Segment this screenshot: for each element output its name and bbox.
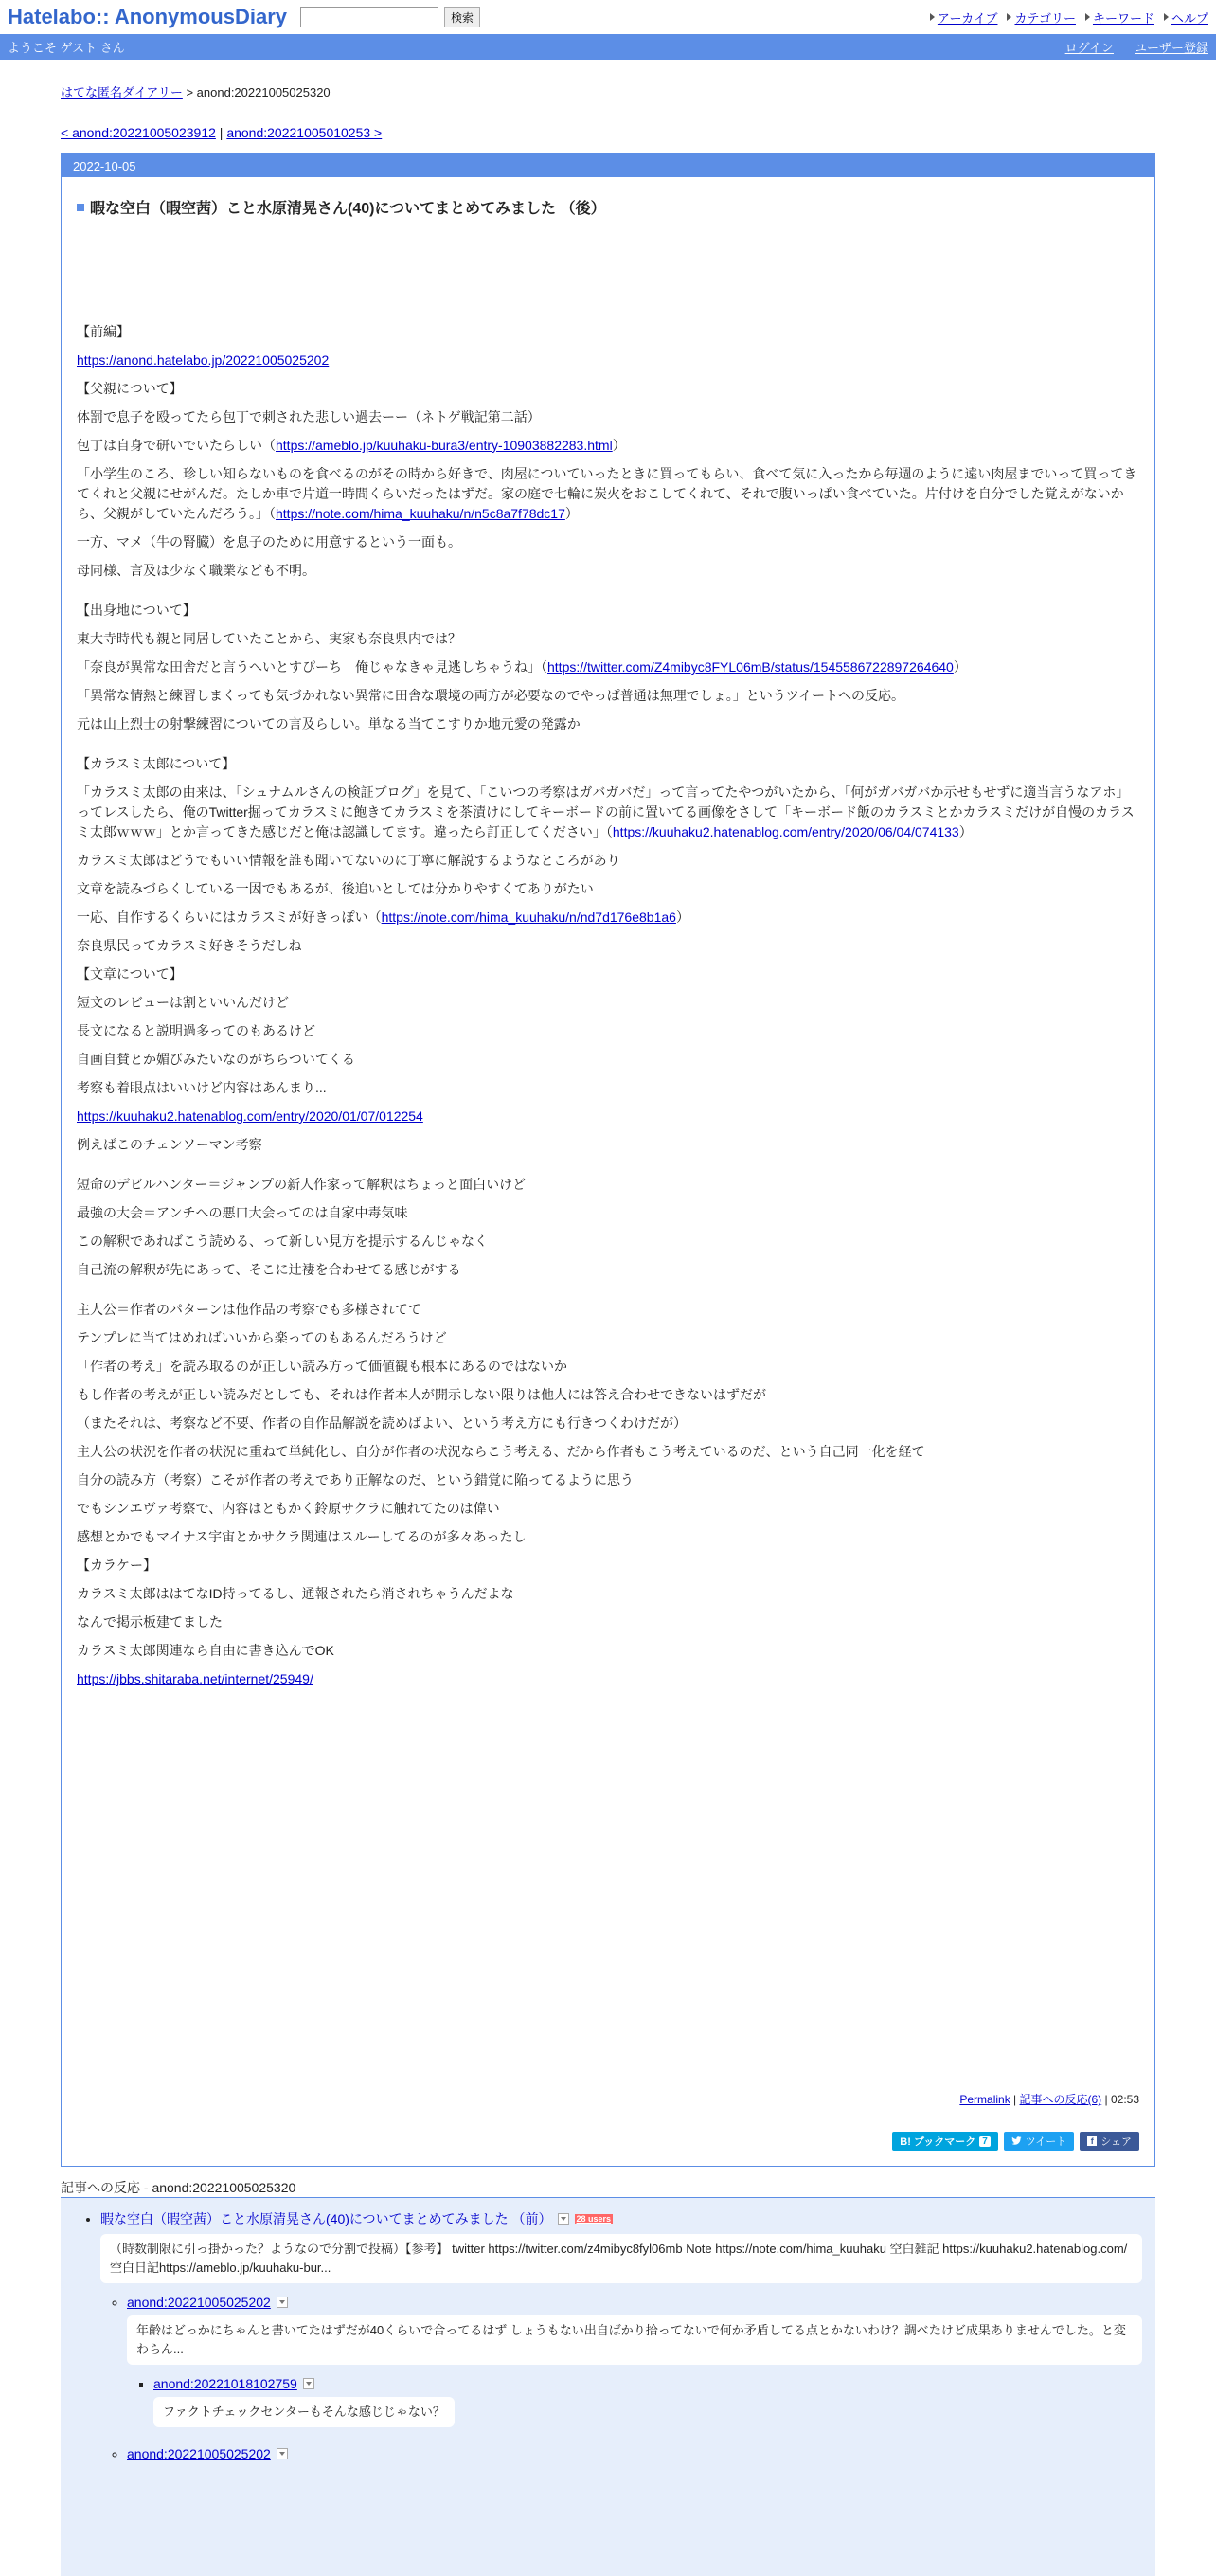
hatebu-label: B! ブックマーク — [900, 2136, 976, 2148]
arrow-right-icon — [1085, 13, 1090, 21]
entry-line: 奈良県民ってカラスミ好きそうだしね — [77, 938, 302, 953]
entry-text: ） — [612, 438, 626, 453]
entry-text: ） — [958, 824, 973, 839]
welcome-text: ようこそ ゲスト さん — [8, 41, 125, 55]
entry-text: 「奈良が異常な田舎だと言うへいとすぴーち 俺じゃなきゃ見逃しちゃうね」（ — [77, 659, 547, 675]
breadcrumb-sep: > — [182, 85, 197, 99]
entry-link[interactable]: https://anond.hatelabo.jp/20221005025202 — [77, 352, 330, 368]
facebook-icon: f — [1087, 2136, 1097, 2146]
entry-time: 02:53 — [1110, 2093, 1139, 2106]
reactions-sublist — [100, 2295, 1142, 2461]
reaction-header — [153, 2376, 1142, 2391]
entry-footer: Permalink | 記事への反応(6) | 02:53 — [959, 2093, 1139, 2106]
reaction-excerpt: ファクトチェックセンターもそんな感じじゃない？ — [153, 2397, 455, 2427]
reaction-item — [127, 2295, 1142, 2439]
entry-line: 文章を読みづらくしている一因でもあるが、後追いとしては分かりやすくてありがたい — [77, 881, 594, 896]
nav-help — [1164, 9, 1208, 27]
fb-label: シェア — [1100, 2136, 1132, 2148]
reaction-title-link[interactable]: ◦ anond:20221005025202 — [127, 2295, 271, 2310]
user-links — [1065, 38, 1208, 56]
day-section — [61, 153, 1155, 2167]
entry-line: 母同様、言及は少なく職業なども不明。 — [77, 563, 315, 578]
entry-line: 一方、マメ（牛の腎臓）を息子のために用意するという一面も。 — [77, 534, 461, 549]
entry-line: （またそれは、考察など不要、作者の自作品解説を読めばよい、という考え方にも行きつくわけだが） — [77, 1415, 687, 1431]
arrow-right-icon — [1164, 13, 1169, 21]
entry-line: なんで掲示板建てました — [77, 1614, 223, 1630]
nav-category — [1007, 9, 1075, 27]
entry-line: 長文になると説明過多ってのもあるけど — [77, 1023, 315, 1038]
entry-text: ） — [953, 659, 967, 675]
pager-sep: | — [215, 125, 227, 140]
entry-link[interactable]: https://jbbs.shitaraba.net/internet/25949/ — [77, 1671, 313, 1686]
entry-line — [77, 1107, 1139, 1126]
reaction-item — [153, 2376, 1142, 2439]
entry-text: 包丁は自身で研いでいたらしい（ — [77, 438, 276, 453]
entry-link[interactable]: https://kuuhaku2.hatenablog.com/entry/2020/01/07/012254 — [77, 1108, 423, 1124]
nav-keyword-link[interactable]: キーワード — [1092, 10, 1154, 26]
search-form — [300, 7, 480, 27]
entry-line: 【文章について】 — [77, 966, 183, 982]
tweet-label: ツイート — [1025, 2136, 1067, 2148]
hatebu-count: 7 — [979, 2136, 991, 2147]
entry-line — [77, 351, 1139, 370]
nav-archive-link[interactable]: アーカイブ — [937, 10, 998, 26]
entry-text: 「小学生のころ、珍しい知らないものを食べるのがその時から好きで、肉屋についていったときに買ってもらい、食べて気に入ったから毎週のように遠い肉屋までいって買ってきてくれと父親にせがんだ。たしか車で片道一時間くらいだったはずだ。家の庭で七輪に炭火をおこしてくれて、それで腹いっぱい食べていた。片付けを自分でした覚えがないから、父親がしていたんだろう。」（ — [77, 466, 1137, 521]
entry-line: でもシンエヴァ考察で、内容はともかく鈴原サクラに触れてたのは偉い — [77, 1501, 500, 1516]
day-date: 2022-10-05 — [62, 154, 1154, 177]
pager — [61, 125, 1155, 140]
entry-line: テンプレに当てはめればいいから楽ってのもあるんだろうけど — [77, 1330, 447, 1345]
user-bar — [0, 34, 1216, 60]
main-content — [61, 82, 1155, 2576]
next-entry-link[interactable]: anond:20221005010253 > — [226, 125, 383, 140]
entry-line: 【カラスミ太郎について】 — [77, 756, 236, 771]
reaction-header — [127, 2446, 1142, 2461]
register-link[interactable]: ユーザー登録 — [1134, 41, 1208, 55]
square-icon[interactable] — [77, 204, 84, 211]
entry-line: 「作者の考え」を読み取るのが正しい読み方って価値観も根本にあるのではないか — [77, 1359, 567, 1374]
entry-line: 例えばこのチェンソーマン考察 — [77, 1137, 262, 1152]
entry-line: 最強の大会＝アンチへの悪口大会ってのは自家中毒気味 — [77, 1205, 408, 1220]
entry-link[interactable]: https://note.com/hima_kuuhaku/n/n5c8a7f78dc17 — [276, 506, 565, 521]
nav-keyword — [1085, 9, 1154, 27]
entry-line: 元は山上烈士の射撃練習についての言及らしい。単なる当てこすりか地元愛の発露か — [77, 716, 581, 731]
reaction-item — [100, 2209, 1142, 2461]
entry-title — [77, 196, 1139, 218]
permalink[interactable]: Permalink — [959, 2093, 1010, 2106]
nav-help-link[interactable]: ヘルプ — [1171, 10, 1208, 26]
entry-link[interactable]: https://kuuhaku2.hatenablog.com/entry/2020/06/04/074133 — [612, 824, 959, 839]
dropdown-icon[interactable] — [303, 2378, 314, 2389]
reaction-excerpt: （時数制限に引っ掛かった？ようなので分割で投稿）【参考】 twitter https://twitter.com/z4mibyc8fyl06mb Note https://note.com/hima_kuuhaku 空白雑記 https://kuuhaku2.hatenablog.com/ 空白日記https://ameblo.jp/kuuhaku-bur... — [100, 2234, 1142, 2283]
reaction-title-link[interactable]: ◦ anond:20221005025202 — [127, 2446, 271, 2461]
breadcrumb — [61, 82, 1155, 100]
nav-category-link[interactable]: カテゴリー — [1014, 10, 1076, 26]
entry-line: 「異常な情熱と練習しまくっても気づかれない異常に田舎な環境の両方が必要なのでやっぱ普通は無理でしょ。」というツイートへの反応。 — [77, 688, 905, 703]
prev-entry-link[interactable]: < anond:20221005023912 — [61, 125, 216, 140]
login-link[interactable]: ログイン — [1064, 41, 1114, 55]
entry-line: カラスミ太郎関連なら自由に書き込んでOK — [77, 1643, 334, 1658]
facebook-share-button[interactable] — [1080, 2132, 1139, 2151]
entry-line — [77, 1669, 1139, 1689]
reactions-section — [61, 2197, 1155, 2576]
entry-line: 自画自賛とか媚びみたいなのがちらついてくる — [77, 1052, 355, 1067]
entry-text: ） — [564, 506, 579, 521]
entry-text: 「カラスミ太郎の由来は、「シュナムルさんの検証ブログ」を見て、「こいつの考察はガバガバだ」って言ってたやつがいたから、「何がガバガバか示せもせずに適当言うなアホ」ってレスしたら、俺のTwitter掘ってカラスミに飽きてカラスミを茶漬けにしてキーボードの前に置いてる画像をさして「キーボード飯のカラスミとかカラスミだけが自慢のカラスミ太郎ｗｗｗ」とか言ってきた感じだと俺は認識してます。違ったら訂正してください」（ — [77, 784, 1135, 839]
entry-line: 体罰で息子を殴ってたら包丁で刺された悲しい過去ーー（ネトゲ戦記第二話） — [77, 409, 541, 424]
entry-line: この解釈であればこう読める、って新しい見方を提示するんじゃなく — [77, 1234, 488, 1249]
reaction-item — [127, 2446, 1142, 2461]
users-badge[interactable]: 28 users — [576, 2214, 612, 2224]
dropdown-icon[interactable] — [558, 2213, 569, 2225]
entry — [62, 177, 1154, 2166]
entry-link[interactable]: https://note.com/hima_kuuhaku/n/nd7d176e8b1a6 — [381, 910, 676, 925]
hatena-bookmark-button[interactable] — [892, 2132, 997, 2151]
site-logo[interactable]: Hatelabo:: AnonymousDiary — [8, 5, 288, 28]
entry-line: 自分の読み方（考察）こそが作者の考えであり正解なのだ、という錯覚に陥ってるように思う — [77, 1472, 634, 1487]
entry-line: 自己流の解釈が先にあって、そこに辻褄を合わせてる感じがする — [77, 1262, 461, 1277]
tweet-button[interactable] — [1004, 2132, 1074, 2151]
reactions-sublist — [127, 2376, 1142, 2439]
reaction-title-link[interactable]: • 暇な空白（暇空茜）こと水原清晃さん(40)についてまとめてみました （前） — [100, 2211, 552, 2226]
search-button[interactable]: 検索 — [444, 7, 480, 27]
entry-link[interactable]: https://twitter.com/Z4mibyc8FYL06mB/status/1545586722897264640 — [547, 659, 954, 675]
entry-line: 【出身地について】 — [77, 603, 196, 618]
breadcrumb-current: anond:20221005025320 — [196, 85, 331, 99]
nav-archive — [930, 9, 998, 27]
dropdown-icon[interactable] — [277, 2448, 288, 2459]
entry-line — [77, 436, 1139, 456]
reactions-link[interactable]: 記事への反応(6) — [1019, 2093, 1102, 2106]
entry-line: もし作者の考えが正しい読みだとしても、それは作者本人が開示しない限りは他人には答え合わせできないはずだが — [77, 1387, 766, 1402]
reaction-header — [100, 2209, 1142, 2228]
entry-line: カラスミ太郎ははてなID持ってるし、通報されたら消されちゃうんだよな — [77, 1586, 514, 1601]
search-input[interactable] — [300, 7, 438, 27]
entry-line: 短命のデビルハンター＝ジャンプの新人作家って解釈はちょっと面白いけど — [77, 1177, 527, 1192]
entry-text: 一応、自作するくらいにはカラスミが好きっぽい（ — [77, 910, 382, 925]
arrow-right-icon — [930, 13, 935, 21]
entry-line: 【父親について】 — [77, 381, 183, 396]
entry-line: 主人公の状況を作者の状況に重ねて単純化し、自分が作者の状況ならこう考える、だから作者もこう考えているのだ、という自己同一化を経て — [77, 1444, 925, 1459]
reaction-title-link[interactable]: ▪ anond:20221018102759 — [153, 2376, 297, 2391]
entry-line: 【前編】 — [77, 324, 130, 339]
entry-line: 短文のレビューは割といいんだけど — [77, 995, 289, 1010]
entry-line — [77, 783, 1139, 842]
bird-icon — [1011, 2136, 1022, 2146]
entry-line — [77, 464, 1139, 524]
top-header — [0, 0, 1216, 34]
entry-body — [77, 322, 1139, 1689]
entry-line — [77, 908, 1139, 928]
entry-line: 東大寺時代も親と同居していたことから、実家も奈良県内では？ — [77, 631, 461, 646]
entry-line: カラスミ太郎はどうでもいい情報を誰も聞いてないのに丁寧に解説するようなところがあり — [77, 853, 620, 868]
entry-title-text: 暇な空白（暇空茜）こと水原清晃さん(40)についてまとめてみました （後） — [90, 201, 606, 217]
reactions-title: 記事への反応 - anond:20221005025320 — [61, 2180, 296, 2195]
entry-line: 考察も着眼点はいいけど内容はあんまり... — [77, 1080, 327, 1095]
entry-line: 感想とかでもマイナス宇宙とかサクラ関連はスルーしてるのが多々あったし — [77, 1529, 527, 1544]
entry-line: 主人公＝作者のパターンは他作品の考察でも多様されてて — [77, 1302, 421, 1317]
arrow-right-icon — [1007, 13, 1011, 21]
reactions-list — [74, 2209, 1142, 2461]
entry-text: ） — [675, 910, 689, 925]
entry-line: 【カラケー】 — [77, 1558, 156, 1573]
reaction-header — [127, 2295, 1142, 2310]
top-nav — [930, 9, 1208, 27]
share-buttons — [892, 2132, 1139, 2151]
breadcrumb-home[interactable]: はてな匿名ダイアリー — [61, 85, 183, 99]
entry-link[interactable]: https://ameblo.jp/kuuhaku-bura3/entry-10903882283.html — [276, 438, 613, 453]
dropdown-icon[interactable] — [277, 2297, 288, 2308]
reaction-excerpt: 年齢はどっかにちゃんと書いてたはずだが40くらいで合ってるはず しょうもない出自ばかり拾ってないで何か矛盾してる点とかないわけ？調べたけど成果ありませんでした。と変わらん... — [127, 2315, 1142, 2365]
entry-line — [77, 658, 1139, 677]
